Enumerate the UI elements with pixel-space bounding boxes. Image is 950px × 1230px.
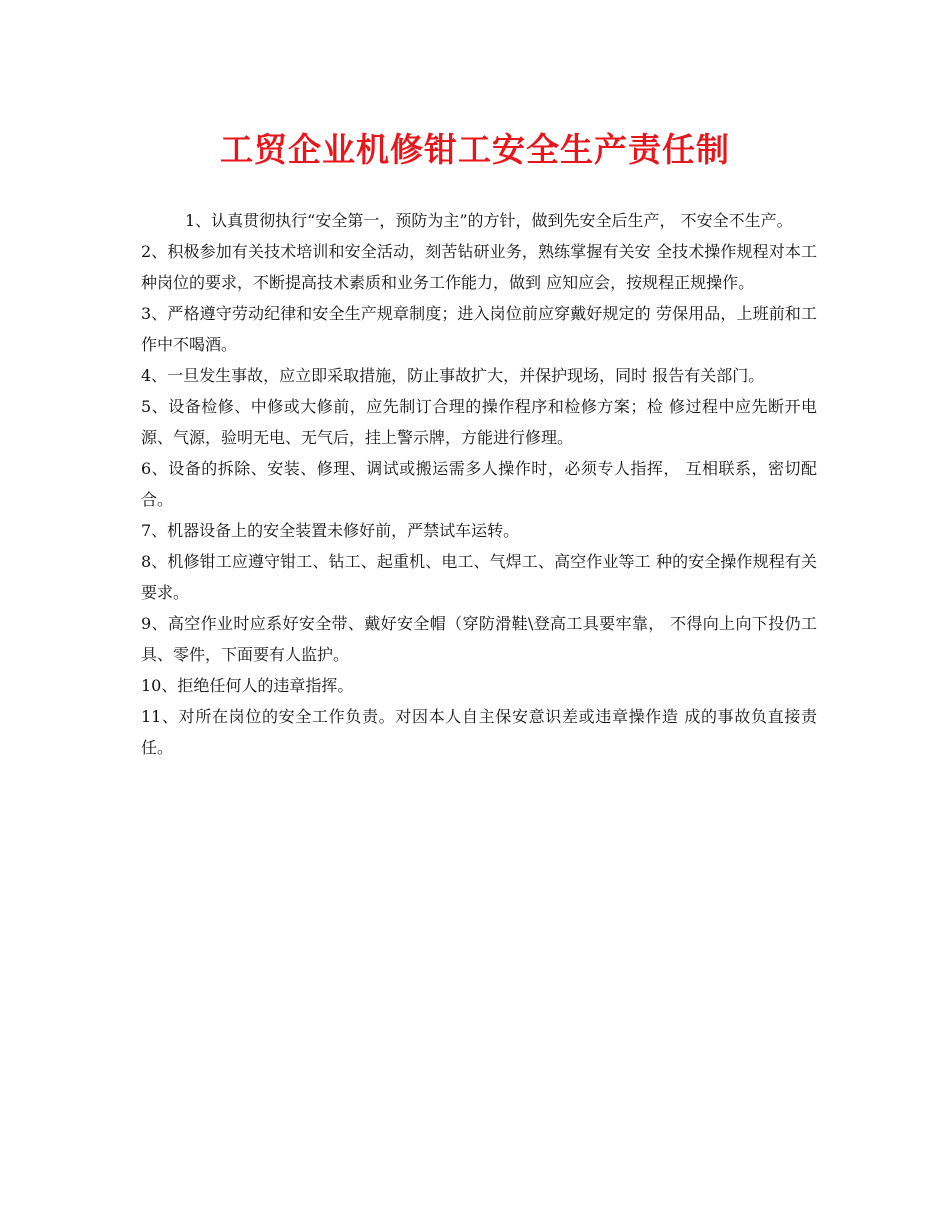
paragraph-7: 7、机器设备上的安全装置未修好前，严禁试车运转。: [141, 521, 520, 540]
paragraph-6: 6、设备的拆除、安装、修理、调试或搬运需多人操作时，必须专人指挥， 互相联系，密切配合。: [141, 459, 817, 509]
paragraph-1: 1、认真贯彻执行“安全第一，预防为主”的方针，做到先安全后生产， 不安全不生产。: [185, 211, 793, 230]
paragraph-9: 9、高空作业时应系好安全带、戴好安全帽（穿防滑鞋\登高工具要牢靠， 不得向上向下投仍工具、零件，下面要有人监护。: [141, 614, 817, 664]
paragraph-2: 2、积极参加有关技术培训和安全活动，刻苦钻研业务，熟练掌握有关安 全技术操作规程对本工种岗位的要求，不断提高技术素质和业务工作能力，做到 应知应会，按规程正规操作。: [141, 242, 817, 292]
document-body: [141, 205, 817, 763]
document-title: 工贸企业机修钳工安全生产责任制: [220, 130, 730, 169]
paragraph-3: 3、严格遵守劳动纪律和安全生产规章制度；进入岗位前应穿戴好规定的 劳保用品，上班前和工作中不喝酒。: [141, 304, 817, 354]
paragraph-4: 4、一旦发生事故，应立即采取措施，防止事故扩大，并保护现场，同时 报告有关部门。: [141, 366, 765, 385]
paragraph-8: 8、机修钳工应遵守钳工、钻工、起重机、电工、气焊工、高空作业等工 种的安全操作规程有关要求。: [141, 552, 817, 602]
paragraph-10: 10、拒绝任何人的违章指挥。: [141, 676, 354, 695]
paragraph-11: 11、对所在岗位的安全工作负责。对因本人自主保安意识差或违章操作造 成的事故负直接责任。: [141, 707, 817, 757]
paragraph-5: 5、设备检修、中修或大修前，应先制订合理的操作程序和检修方案；检 修过程中应先断开电源、气源，验明无电、无气后，挂上警示牌，方能进行修理。: [141, 397, 817, 447]
